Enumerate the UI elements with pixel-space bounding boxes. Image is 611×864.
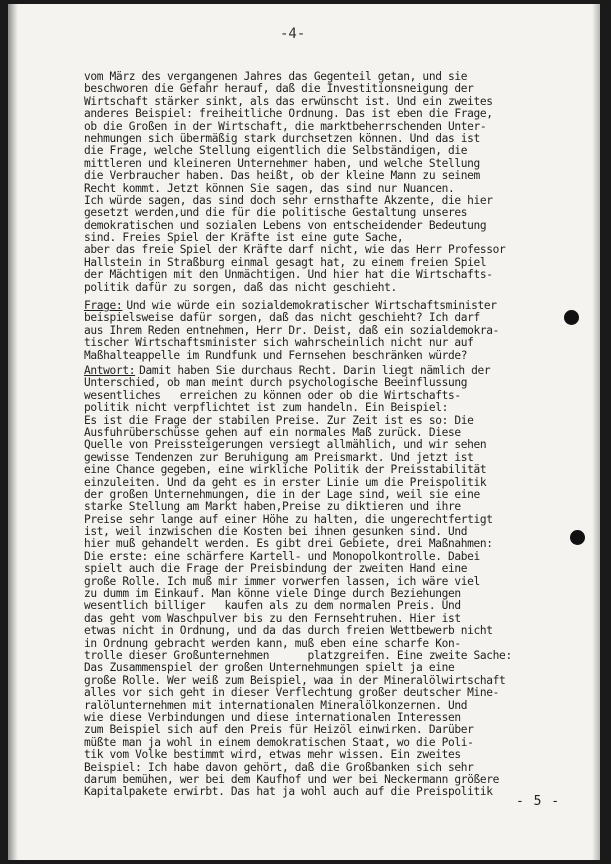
line-text: beispielsweise dafür sorgen, daß das nicht geschieht? Ich darf [84,311,480,325]
line-text: politik dafür zu sorgen, daß das nicht geschieht. [84,280,397,294]
line-text: trolle dieser Großunternehmen platzgreifen. Eine zweite Sache: [84,648,512,662]
line-text: demokratischen und sozialen Lebens von entscheidender Bedeutung [84,218,487,232]
punch-hole [570,530,585,545]
line-text: hier muß gehandelt werden. Es gibt drei Gebiete, drei Maßnahmen: [84,537,493,551]
text-line [84,786,584,798]
line-text: wie diese Verbindungen und diese internationalen Interessen [84,710,461,724]
line-text: zu dumm im Einkauf. Man könne viele Dinge durch Beziehungen [84,587,461,601]
line-text: große Rolle. Wer weiß zum Beispiel, waa in der Mineralölwirtschaft [84,673,506,687]
line-text: starke Stellung am Markt haben,Preise zu diktieren und ihre [84,500,461,514]
line-text: sind. Freies Spiel der Kräfte ist eine gute Sache, [84,231,404,245]
line-text: gesetzt werden,und die für die politische Gestaltung unseres [84,206,468,220]
speaker-label: Frage: [84,299,123,312]
line-text: aus Ihrem Reden entnehmen, Herr Dr. Deist, daß ein sozialdemokra- [84,323,500,337]
line-text: einzuleiten. Und da geht es in erster Linie um die Preispolitik [84,475,487,489]
line-text: die Verbraucher haben. Das heißt, ob der kleine Mann zu seinem [84,169,480,183]
paragraph-text [84,71,584,294]
line-text: in Ordnung gebracht werden kann, muß eben eine scharfe Kon- [84,636,461,650]
line-text: das geht vom Waschpulver bis zu den Fernsehtruhen. Hier ist [84,611,461,625]
line-text: etwas nicht in Ordnung, und da das durch freien Wettbewerb nicht [84,624,493,638]
line-text: Es ist die Frage der stabilen Preise. Zur Zeit ist es so: Die [84,413,474,427]
page-left-edge [8,4,18,860]
line-text: aber das freie Spiel der Kräfte darf nicht, wie das Herr Professor [84,243,506,257]
line-text: tischer Wirtschaftsminister sich wahrscheinlich nicht nur auf [84,336,474,350]
line-text: eine Chance gegeben, eine wirkliche Politik der Preisstabilität [84,463,487,477]
line-text: Quelle von Preissteigerungen versiegt allmählich, und wir sehen [84,438,487,452]
line-text: der großen Unternehmungen, die in der Lage sind, weil sie eine [84,487,480,501]
line-text: Unterschied, ob man meint durch psychologische Beeinflussung [84,376,468,390]
line-text: Die erste: eine schärfere Kartell- und Monopolkontrolle. Dabei [84,549,480,563]
line-text: alles vor sich geht in dieser Verflechtung großer deutscher Mine- [84,686,500,700]
line-text: Das Zusammenspiel der großen Unternehmungen spielt ja eine [84,661,455,675]
line-text: gewisse Tendenzen zur Beruhigung am Preismarkt. Und jetzt ist [84,450,474,464]
line-text: große Rolle. Ich muß mir immer vorwerfen lassen, ich wäre viel [84,574,480,588]
line-text: spielt auch die Frage der Preisbindung der zweiten Hand eine [84,562,468,576]
line-text: Damit haben Sie durchaus Recht. Darin liegt nämlich der [139,364,491,377]
line-text: ob die Großen in der Wirtschaft, die marktbeherrschenden Unter- [84,119,487,133]
line-text: Und wie würde ein sozialdemokratischer Wirtschaftsminister [126,299,497,312]
line-text: müßte man ja wohl in einem demokratischen Staat, wo die Poli- [84,735,474,749]
line-text: Wirtschaft stärker sinkt, als das erwünscht ist. Und ein zweites [84,94,493,108]
line-text: ist, weil inzwischen die Kosten bei ihnen gesunken sind. Und [84,525,468,539]
text-line [84,282,584,294]
page-number-top: -4- [280,26,306,42]
line-text: mittleren und kleineren Unternehmer haben, und welche Stellung [84,156,480,170]
page-right-edge [592,4,600,860]
line-text: tik vom Volke bestimmt wird, etwas mehr wissen. Ein zweites [84,748,461,762]
punch-hole [564,310,579,325]
answer-block [84,365,584,799]
line-text: darum bemühen, wer bei dem Kaufhof und wer bei Neckermann größere [84,772,500,786]
line-text: vom März des vergangenen Jahres das Gegenteil getan, und sie [84,70,468,83]
line-text: Beispiel: Ich habe davon gehört, daß die Großbanken sich sehr [84,760,474,774]
line-text: wesentlich billiger kaufen als zu dem normalen Preis. Und [84,599,461,613]
line-text: beschworen die Gefahr herauf, daß die Investitionsneigung der [84,82,474,96]
question-block [84,300,584,362]
line-text: ralölunternehmen mit internationalen Mineralölkonzernen. Und [84,698,468,712]
line-text: Kapitalpakete erwirbt. Das hat ja wohl auch auf die Preispolitik [84,785,493,799]
page-number-bottom: - 5 - [516,794,561,809]
line-text: Preise sehr lange auf einer Höhe zu halten, die ungerechtfertigt [84,512,493,526]
line-text: nehmungen sich übermäßig stark durchsetzen können. Und das ist [84,131,480,145]
line-text: politik nicht verpflichtet ist zum handeln. Ein Beispiel: [84,401,448,415]
text-line [84,350,584,362]
line-text: Maßhalteappelle im Rundfunk und Fernsehen beschränken würde? [84,348,468,362]
line-text: Hallstein in Straßburg einmal gesagt hat, zu einem freien Spiel [84,255,487,269]
line-text: wesentliches erreichen zu können oder ob die Wirtschafts- [84,388,461,402]
line-text: die Frage, welche Stellung eigentlich die Selbständigen, die [84,144,468,158]
line-text: Ich würde sagen, das sind doch sehr ernsthafte Akzente, die hier [84,193,493,207]
line-text: zum Beispiel sich auf den Preis für Heizöl einwirken. Darüber [84,723,474,737]
speaker-label: Antwort: [84,364,136,377]
line-text: Ausfuhrüberschüsse gehen auf ein normales Maß zurück. Diese [84,425,461,439]
line-text: Recht kommt. Jetzt können Sie sagen, das sind nur Nuancen. [84,181,455,195]
document-page [8,4,600,860]
line-text: der Mächtigen mit den Unmächtigen. Und hier hat die Wirtschafts- [84,268,493,282]
line-text: anderes Beispiel: freiheitliche Ordnung. Das ist eben die Frage, [84,107,493,121]
